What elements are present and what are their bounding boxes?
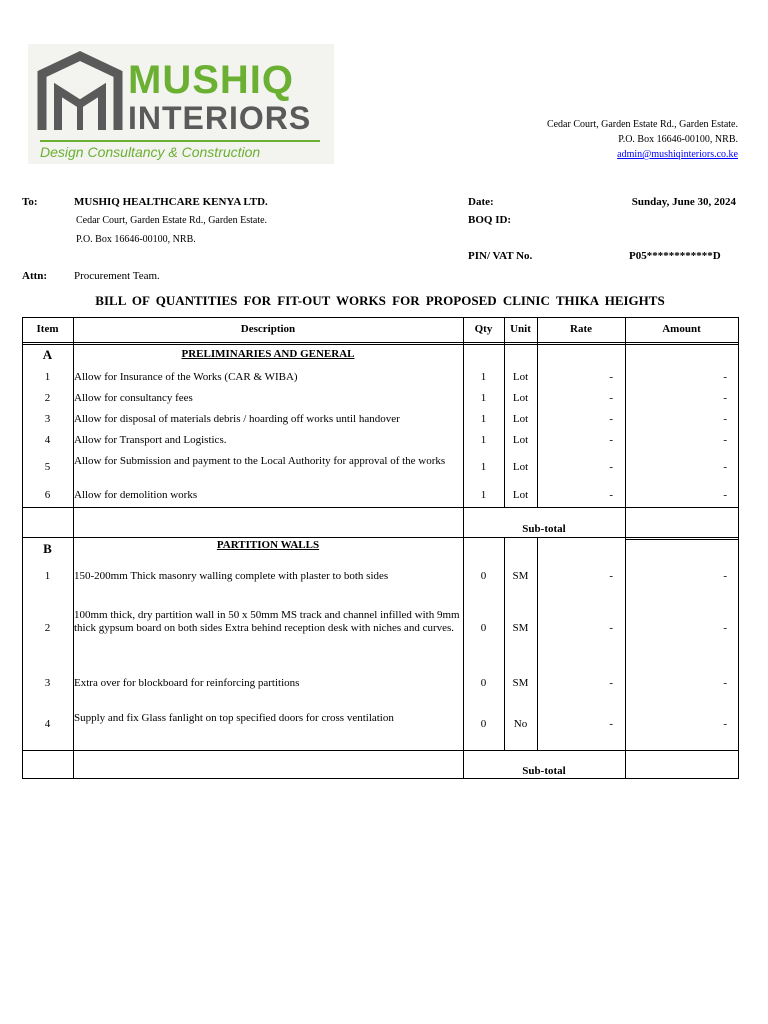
col-line-rate [625,317,626,779]
row-amount: - [723,392,727,404]
to-label: To: [22,196,38,208]
column-header-item: Item [36,323,59,335]
client-address-line2: P.O. Box 16646-00100, NRB. [76,234,196,245]
row-description: Supply and fix Glass fanlight on top specified doors for cross ventilation [74,712,394,724]
row-unit: Lot [512,461,529,473]
company-email-link[interactable]: admin@mushiqinteriors.co.ke [617,149,738,160]
row-amount: - [723,622,727,634]
row-amount: - [723,434,727,446]
section-a-subtotal: Sub-total [522,523,566,535]
row-qty: 0 [480,718,487,730]
row-amount: - [723,461,727,473]
section-letter: A [42,347,53,362]
row-amount: - [723,371,727,383]
company-address-line2: P.O. Box 16646-00100, NRB. [618,134,738,145]
row-rate: - [609,434,613,446]
row-item: 1 [44,371,51,383]
row-unit: Lot [512,489,529,501]
row-item: 3 [44,677,51,689]
row-rate: - [609,677,613,689]
row-description: Allow for Submission and payment to the Local Authority for approval of the works [74,455,446,467]
row-qty: 1 [480,434,487,446]
section-a-bottom [22,537,739,538]
row-rate: - [609,392,613,404]
row-description: Extra over for blockboard for reinforcing partitions [74,677,300,689]
row-description: 100mm thick, dry partition wall in 50 x 50mm MS track and channel infilled with 9mm thick gypsum board on both sides Extra behind reception desk with niches and curves. [74,609,460,634]
row-amount: - [723,677,727,689]
row-description: Allow for consultancy fees [74,392,193,404]
row-amount: - [723,413,727,425]
row-item: 1 [44,570,51,582]
column-header-unit: Unit [510,323,531,335]
row-rate: - [609,570,613,582]
row-unit: SM [512,570,529,582]
document-title: BILL OF QUANTITIES FOR FIT-OUT WORKS FOR PROPOSED CLINIC THIKA HEIGHTS [95,293,665,308]
row-description: Allow for Transport and Logistics. [74,434,227,446]
row-description: Allow for disposal of materials debris / hoarding off works until handover [74,413,400,425]
row-amount: - [723,718,727,730]
table-border-top [22,317,739,318]
boq-id-label: BOQ ID: [468,214,512,226]
section-a-subtotal-top [22,507,739,508]
row-item: 4 [44,718,51,730]
column-header-qty: Qty [474,323,493,335]
logo-name-line1: MUSHIQ [128,58,294,102]
row-unit: SM [512,677,529,689]
row-unit: Lot [512,413,529,425]
row-rate: - [609,371,613,383]
col-line-right [738,317,739,779]
house-logo-icon [28,44,128,144]
row-unit: SM [512,622,529,634]
client-address-line1: Cedar Court, Garden Estate Rd., Garden Estate. [76,215,268,226]
logo-name-line2: INTERIORS [128,100,312,136]
column-header-description: Description [240,323,296,335]
row-qty: 1 [480,392,487,404]
company-email-wrap [617,149,738,160]
col-line-qty-a [504,317,505,507]
row-unit: Lot [512,434,529,446]
row-qty: 1 [480,371,487,383]
date-label: Date: [468,196,494,208]
logo-divider [40,140,320,142]
row-rate: - [609,718,613,730]
row-rate: - [609,622,613,634]
row-rate: - [609,461,613,473]
table-header-divider-double [22,344,739,345]
company-address-line1: Cedar Court, Garden Estate Rd., Garden Estate. [546,119,738,130]
section-letter: B [43,541,52,556]
row-amount: - [723,570,727,582]
row-description: Allow for demolition works [74,489,198,501]
section-b-amount-top [626,539,739,540]
col-line-desc [463,317,464,779]
section-b-subtotal-top [22,750,739,751]
section-b-subtotal: Sub-total [522,765,566,777]
pin-vat-value: P05************D [629,250,721,262]
row-unit: Lot [512,392,529,404]
row-item: 5 [44,461,51,473]
row-rate: - [609,413,613,425]
column-header-rate: Rate [570,323,592,335]
col-line-unit-a [537,317,538,507]
section-heading: PRELIMINARIES AND GENERAL [181,348,355,360]
date-value: Sunday, June 30, 2024 [631,196,736,208]
attn-value: Procurement Team. [74,270,160,282]
table-header-divider [22,342,739,343]
row-description: Allow for Insurance of the Works (CAR & WIBA) [74,371,298,383]
row-qty: 1 [480,461,487,473]
row-item: 6 [44,489,51,501]
column-header-amount: Amount [662,323,701,335]
row-item: 2 [44,622,51,634]
row-item: 2 [44,392,51,404]
row-qty: 0 [480,570,487,582]
row-qty: 1 [480,413,487,425]
row-item: 4 [44,434,51,446]
row-qty: 0 [480,622,487,634]
row-unit: No [513,718,528,730]
row-unit: Lot [512,371,529,383]
row-qty: 1 [480,489,487,501]
row-amount: - [723,489,727,501]
pin-vat-label: PIN/ VAT No. [468,250,533,262]
table-border-bottom [22,778,739,779]
row-description: 150-200mm Thick masonry walling complete with plaster to both sides [74,570,389,582]
section-heading: PARTITION WALLS [216,539,320,551]
client-name: MUSHIQ HEALTHCARE KENYA LTD. [74,196,268,208]
row-item: 3 [44,413,51,425]
company-logo [28,44,334,164]
logo-tagline: Design Consultancy & Construction [40,144,261,160]
row-rate: - [609,489,613,501]
attn-label: Attn: [22,270,48,282]
row-qty: 0 [480,677,487,689]
